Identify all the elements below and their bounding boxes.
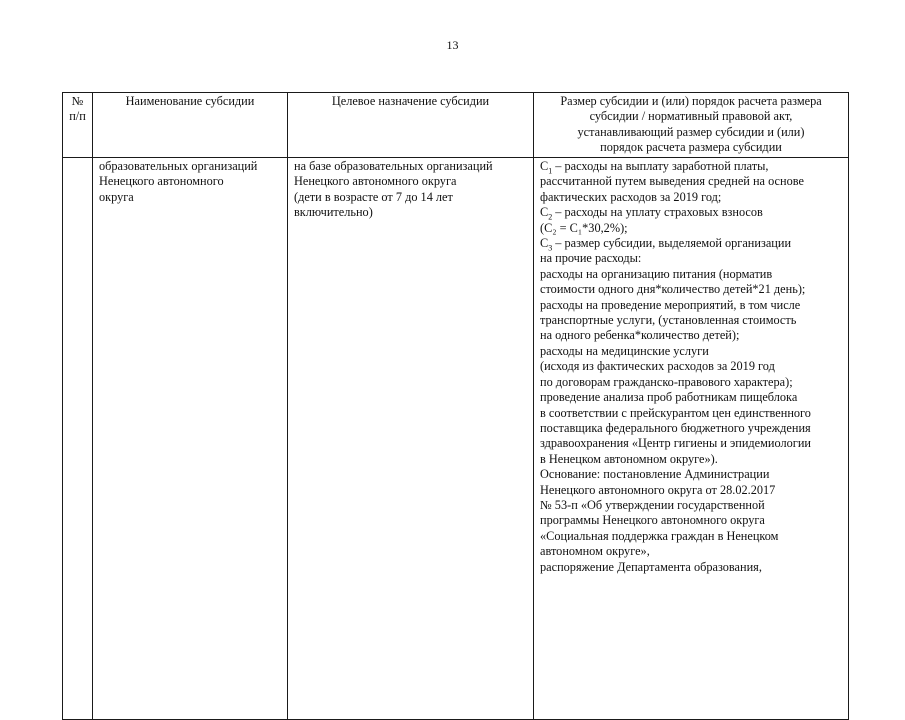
cell-size-line: $С_1$ – расходы на выплату заработной платы, <box>540 159 769 176</box>
cell-size-line: стоимости одного дня*количество детей*21 день); <box>540 282 806 297</box>
header-size-line: субсидии / нормативный правовой акт, <box>589 109 793 124</box>
table-row <box>63 158 849 720</box>
cell-size-line: по договорам гражданско-правового характера); <box>540 374 793 389</box>
cell-size-line: в соответствии с прейскурантом цен единственного <box>540 405 811 420</box>
formula-subscript: 3 <box>548 243 553 253</box>
cell-size-line: программы Ненецкого автономного округа <box>540 513 765 528</box>
cell-size-line: транспортные услуги, (установленная стоимость <box>540 313 797 328</box>
cell-size <box>534 158 849 720</box>
cell-purpose-line: на базе образовательных организаций <box>294 159 493 173</box>
page-number: 13 <box>446 38 459 52</box>
header-size <box>534 93 849 158</box>
formula-subscript: 1 <box>548 166 553 176</box>
cell-num <box>63 158 93 720</box>
cell-size-line: Основание: постановление Администрации <box>540 467 770 482</box>
header-num-line: № <box>71 94 84 108</box>
cell-name <box>93 158 288 720</box>
header-size-line: устанавливающий размер субсидии и (или) <box>577 124 805 139</box>
cell-size-line: на прочие расходы: <box>540 251 642 266</box>
cell-name-line: Ненецкого автономного <box>99 174 224 189</box>
cell-size-line: расходы на медицинские услуги <box>540 343 709 358</box>
header-size-line: Размер субсидии и (или) порядок расчета размера <box>560 94 822 108</box>
cell-size-line: рассчитанной путем выведения средней на основе <box>540 174 804 189</box>
header-purpose: Целевое назначение субсидии <box>288 93 534 158</box>
header-num <box>63 93 93 158</box>
cell-name-line: округа <box>99 189 134 204</box>
formula-subscript: 2 <box>548 212 553 222</box>
cell-purpose-line: включительно) <box>294 205 373 220</box>
cell-size-line: распоряжение Департамента образования, <box>540 559 762 574</box>
cell-size-line: поставщика федерального бюджетного учреждения <box>540 420 811 435</box>
cell-size-line: расходы на организацию питания (норматив <box>540 266 773 281</box>
cell-purpose-line: (дети в возрасте от 7 до 14 лет <box>294 189 453 204</box>
cell-size-line: $С_2$ – расходы на уплату страховых взносов <box>540 205 763 222</box>
header-size-line: порядок расчета размера субсидии <box>600 140 782 155</box>
cell-size-line: здравоохранения «Центр гигиены и эпидемиологии <box>540 436 811 451</box>
cell-size-line: фактических расходов за 2019 год; <box>540 189 722 204</box>
cell-size-line: № 53-п «Об утверждении государственной <box>540 497 765 512</box>
cell-purpose-line: Ненецкого автономного округа <box>294 174 457 189</box>
header-name: Наименование субсидии <box>93 93 288 158</box>
cell-size-line: в Ненецком автономном округе»). <box>540 451 718 466</box>
cell-size-line: Ненецкого автономного округа от 28.02.2017 <box>540 482 776 497</box>
header-num-line: п/п <box>69 109 86 124</box>
subsidy-table <box>62 92 849 720</box>
cell-size-line: проведение анализа проб работникам пищеблока <box>540 390 798 405</box>
cell-size-line: $С_3$ – размер субсидии, выделяемой организации <box>540 236 792 253</box>
cell-name-line: образовательных организаций <box>99 159 258 173</box>
cell-purpose <box>288 158 534 720</box>
cell-size-line: расходы на проведение мероприятий, в том числе <box>540 297 801 312</box>
cell-size-line: на одного ребенка*количество детей); <box>540 328 740 343</box>
cell-size-line: «Социальная поддержка граждан в Ненецком <box>540 528 779 543</box>
cell-size-line: (исходя из фактических расходов за 2019 год <box>540 359 775 374</box>
cell-size-line: автономном округе», <box>540 544 650 559</box>
cell-size-line: (С₂ = С₁*30,2%); <box>540 220 628 235</box>
table-header-row <box>63 93 849 158</box>
